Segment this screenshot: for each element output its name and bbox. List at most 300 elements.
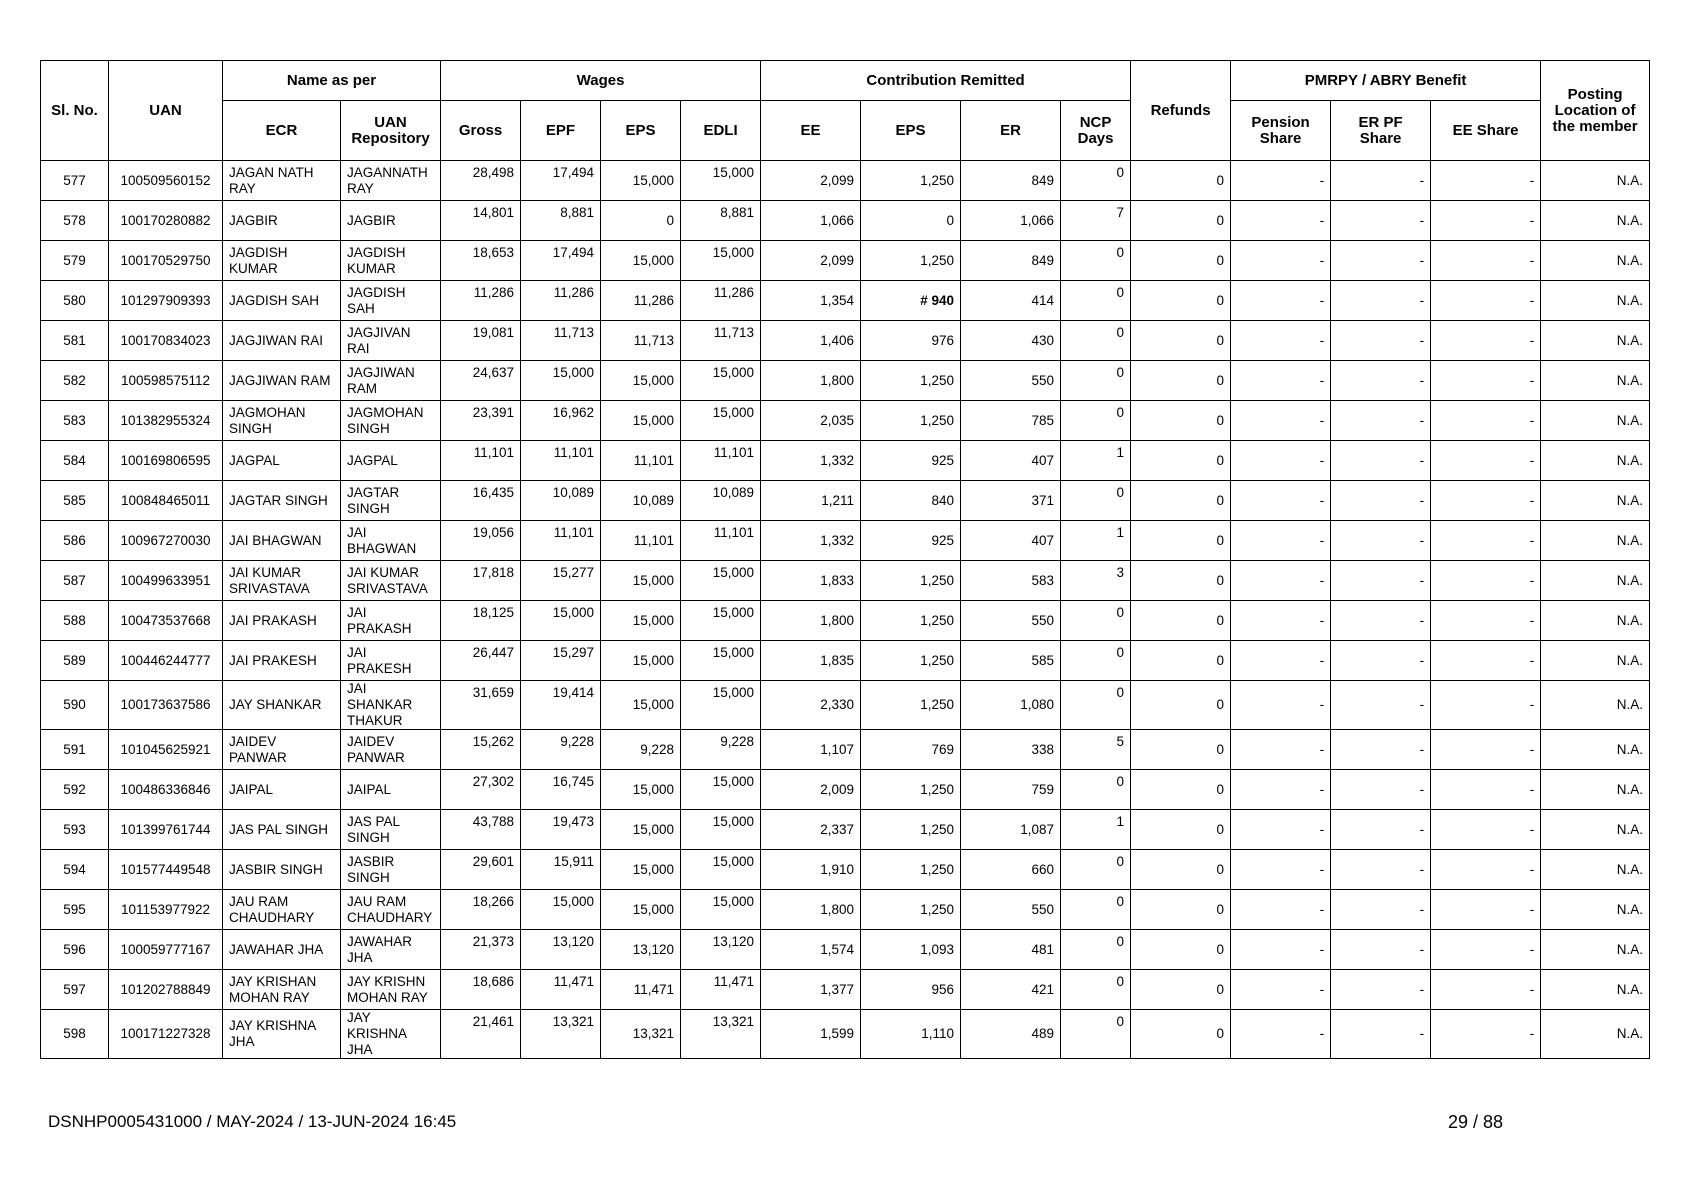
cell-eps-contribution: 1,250: [861, 890, 961, 930]
cell-epf: 10,089: [521, 481, 601, 521]
table-row: [41, 281, 1650, 321]
cell-ee: 1,107: [761, 730, 861, 770]
cell-sl-no: 580: [41, 281, 109, 321]
cell-gross: 18,266: [441, 890, 521, 930]
cell-refunds: 0: [1131, 970, 1231, 1010]
cell-uan: 100598575112: [109, 361, 223, 401]
cell-sl-no: 593: [41, 810, 109, 850]
cell-refunds: 0: [1131, 770, 1231, 810]
cell-uan: 100173637586: [109, 681, 223, 730]
cell-posting-location: N.A.: [1541, 730, 1650, 770]
table-row: [41, 481, 1650, 521]
cell-name-uan-repository: JAGDISH KUMAR: [341, 241, 441, 281]
cell-ee: 2,099: [761, 161, 861, 201]
cell-name-uan-repository: JAY KRISHN MOHAN RAY: [341, 970, 441, 1010]
cell-posting-location: N.A.: [1541, 930, 1650, 970]
cell-refunds: 0: [1131, 281, 1231, 321]
cell-eps-contribution: 1,093: [861, 930, 961, 970]
header-er-pf-share: ER PF Share: [1331, 101, 1431, 161]
cell-refunds: 0: [1131, 601, 1231, 641]
cell-posting-location: N.A.: [1541, 321, 1650, 361]
cell-refunds: 0: [1131, 810, 1231, 850]
cell-edli: 11,286: [681, 281, 761, 321]
cell-sl-no: 577: [41, 161, 109, 201]
cell-sl-no: 591: [41, 730, 109, 770]
cell-epf: 13,321: [521, 1010, 601, 1059]
cell-eps-contribution: 1,250: [861, 361, 961, 401]
cell-eps-wages: 15,000: [601, 601, 681, 641]
cell-refunds: 0: [1131, 201, 1231, 241]
cell-name-ecr: JAGDISH KUMAR: [223, 241, 341, 281]
cell-name-ecr: JAIPAL: [223, 770, 341, 810]
cell-refunds: 0: [1131, 241, 1231, 281]
cell-eps-contribution: 1,250: [861, 401, 961, 441]
cell-edli: 15,000: [681, 810, 761, 850]
header-pmrpy-abry: PMRPY / ABRY Benefit: [1231, 61, 1541, 101]
cell-ee: 1,800: [761, 601, 861, 641]
cell-name-uan-repository: JAIPAL: [341, 770, 441, 810]
cell-edli: 13,321: [681, 1010, 761, 1059]
cell-refunds: 0: [1131, 561, 1231, 601]
cell-eps-contribution: 1,250: [861, 810, 961, 850]
cell-er-pf-share: -: [1331, 521, 1431, 561]
cell-gross: 24,637: [441, 361, 521, 401]
header-posting-location: Posting Location of the member: [1541, 61, 1650, 161]
cell-ncp-days: 0: [1061, 890, 1131, 930]
cell-name-ecr: JAGJIWAN RAI: [223, 321, 341, 361]
cell-posting-location: N.A.: [1541, 1010, 1650, 1059]
cell-pension-share: -: [1231, 850, 1331, 890]
cell-epf: 8,881: [521, 201, 601, 241]
cell-pension-share: -: [1231, 681, 1331, 730]
cell-uan: 101382955324: [109, 401, 223, 441]
cell-posting-location: N.A.: [1541, 681, 1650, 730]
cell-ee: 2,009: [761, 770, 861, 810]
cell-ncp-days: 0: [1061, 641, 1131, 681]
cell-epf: 11,101: [521, 441, 601, 481]
cell-edli: 15,000: [681, 401, 761, 441]
cell-ee: 2,337: [761, 810, 861, 850]
cell-uan: 100171227328: [109, 1010, 223, 1059]
cell-gross: 11,101: [441, 441, 521, 481]
cell-pension-share: -: [1231, 890, 1331, 930]
cell-sl-no: 585: [41, 481, 109, 521]
cell-er: 849: [961, 161, 1061, 201]
cell-ee-share: -: [1431, 241, 1541, 281]
cell-name-ecr: JAGAN NATH RAY: [223, 161, 341, 201]
cell-er-pf-share: -: [1331, 730, 1431, 770]
cell-er: 550: [961, 890, 1061, 930]
cell-sl-no: 588: [41, 601, 109, 641]
cell-epf: 15,000: [521, 890, 601, 930]
cell-edli: 15,000: [681, 561, 761, 601]
cell-posting-location: N.A.: [1541, 401, 1650, 441]
cell-eps-wages: 15,000: [601, 770, 681, 810]
cell-er: 660: [961, 850, 1061, 890]
cell-ncp-days: 0: [1061, 241, 1131, 281]
cell-sl-no: 589: [41, 641, 109, 681]
cell-er: 759: [961, 770, 1061, 810]
cell-epf: 16,745: [521, 770, 601, 810]
cell-pension-share: -: [1231, 401, 1331, 441]
cell-ncp-days: 0: [1061, 930, 1131, 970]
cell-ee-share: -: [1431, 281, 1541, 321]
cell-name-ecr: JAGTAR SINGH: [223, 481, 341, 521]
cell-refunds: 0: [1131, 441, 1231, 481]
cell-ee-share: -: [1431, 681, 1541, 730]
cell-name-uan-repository: JAI PRAKESH: [341, 641, 441, 681]
cell-sl-no: 581: [41, 321, 109, 361]
cell-sl-no: 583: [41, 401, 109, 441]
cell-ncp-days: 1: [1061, 441, 1131, 481]
cell-eps-wages: 9,228: [601, 730, 681, 770]
cell-ee: 1,406: [761, 321, 861, 361]
cell-name-uan-repository: JAGJIWAN RAM: [341, 361, 441, 401]
cell-posting-location: N.A.: [1541, 641, 1650, 681]
cell-pension-share: -: [1231, 481, 1331, 521]
cell-name-uan-repository: JAIDEV PANWAR: [341, 730, 441, 770]
cell-ee-share: -: [1431, 810, 1541, 850]
cell-pension-share: -: [1231, 770, 1331, 810]
page-number: 29 / 88: [1448, 1112, 1504, 1132]
cell-er: 407: [961, 521, 1061, 561]
cell-name-ecr: JAY KRISHAN MOHAN RAY: [223, 970, 341, 1010]
cell-refunds: 0: [1131, 401, 1231, 441]
cell-gross: 31,659: [441, 681, 521, 730]
cell-gross: 14,801: [441, 201, 521, 241]
cell-name-uan-repository: JAWAHAR JHA: [341, 930, 441, 970]
table-row: [41, 201, 1650, 241]
table-row: [41, 361, 1650, 401]
cell-er: 550: [961, 361, 1061, 401]
cell-posting-location: N.A.: [1541, 810, 1650, 850]
cell-refunds: 0: [1131, 161, 1231, 201]
cell-ncp-days: 0: [1061, 770, 1131, 810]
cell-edli: 9,228: [681, 730, 761, 770]
cell-eps-contribution: 956: [861, 970, 961, 1010]
header-ncp-days: NCP Days: [1061, 101, 1131, 161]
cell-edli: 13,120: [681, 930, 761, 970]
cell-pension-share: -: [1231, 561, 1331, 601]
cell-gross: 28,498: [441, 161, 521, 201]
cell-name-ecr: JASBIR SINGH: [223, 850, 341, 890]
cell-sl-no: 597: [41, 970, 109, 1010]
cell-er: 414: [961, 281, 1061, 321]
cell-eps-wages: 11,101: [601, 521, 681, 561]
cell-edli: 15,000: [681, 770, 761, 810]
cell-er: 785: [961, 401, 1061, 441]
cell-uan: 100486336846: [109, 770, 223, 810]
cell-epf: 19,414: [521, 681, 601, 730]
cell-pension-share: -: [1231, 201, 1331, 241]
cell-pension-share: -: [1231, 730, 1331, 770]
cell-edli: 15,000: [681, 601, 761, 641]
cell-name-ecr: JAI PRAKESH: [223, 641, 341, 681]
cell-uan: 100170529750: [109, 241, 223, 281]
header-eps-wages: EPS: [601, 101, 681, 161]
cell-refunds: 0: [1131, 361, 1231, 401]
header-gross: Gross: [441, 101, 521, 161]
table-row: [41, 641, 1650, 681]
cell-refunds: 0: [1131, 730, 1231, 770]
cell-name-ecr: JAI BHAGWAN: [223, 521, 341, 561]
cell-edli: 15,000: [681, 890, 761, 930]
cell-ee: 2,099: [761, 241, 861, 281]
cell-name-ecr: JAGDISH SAH: [223, 281, 341, 321]
cell-uan: 101297909393: [109, 281, 223, 321]
cell-er: 371: [961, 481, 1061, 521]
cell-gross: 23,391: [441, 401, 521, 441]
cell-eps-wages: 11,713: [601, 321, 681, 361]
cell-epf: 11,101: [521, 521, 601, 561]
cell-er-pf-share: -: [1331, 850, 1431, 890]
cell-gross: 18,125: [441, 601, 521, 641]
cell-ee: 1,332: [761, 441, 861, 481]
header-wages: Wages: [441, 61, 761, 101]
cell-posting-location: N.A.: [1541, 441, 1650, 481]
table-row: [41, 561, 1650, 601]
cell-refunds: 0: [1131, 321, 1231, 361]
cell-edli: 11,101: [681, 441, 761, 481]
cell-ee: 1,835: [761, 641, 861, 681]
cell-gross: 18,653: [441, 241, 521, 281]
cell-posting-location: N.A.: [1541, 561, 1650, 601]
cell-name-uan-repository: JASBIR SINGH: [341, 850, 441, 890]
cell-pension-share: -: [1231, 241, 1331, 281]
cell-epf: 16,962: [521, 401, 601, 441]
cell-ee: 1,833: [761, 561, 861, 601]
cell-eps-contribution: 1,250: [861, 601, 961, 641]
cell-epf: 11,286: [521, 281, 601, 321]
cell-edli: 10,089: [681, 481, 761, 521]
cell-posting-location: N.A.: [1541, 890, 1650, 930]
header-pension-share: Pension Share: [1231, 101, 1331, 161]
header-name-as-per: Name as per: [223, 61, 441, 101]
cell-eps-wages: 15,000: [601, 850, 681, 890]
cell-ee-share: -: [1431, 161, 1541, 201]
cell-eps-wages: 11,471: [601, 970, 681, 1010]
header-sl-no: Sl. No.: [41, 61, 109, 161]
cell-name-uan-repository: JAGPAL: [341, 441, 441, 481]
ecr-table: [40, 60, 1650, 1059]
cell-epf: 15,297: [521, 641, 601, 681]
cell-uan: 101202788849: [109, 970, 223, 1010]
cell-er-pf-share: -: [1331, 890, 1431, 930]
cell-eps-wages: 0: [601, 201, 681, 241]
cell-ee: 1,800: [761, 890, 861, 930]
cell-ncp-days: 0: [1061, 601, 1131, 641]
cell-ee: 2,035: [761, 401, 861, 441]
table-row: [41, 521, 1650, 561]
cell-gross: 19,081: [441, 321, 521, 361]
header-ee: EE: [761, 101, 861, 161]
table-row: [41, 681, 1650, 730]
cell-epf: 15,911: [521, 850, 601, 890]
cell-sl-no: 586: [41, 521, 109, 561]
cell-er-pf-share: -: [1331, 161, 1431, 201]
cell-epf: 15,000: [521, 361, 601, 401]
cell-eps-contribution: 1,250: [861, 770, 961, 810]
cell-ncp-days: 5: [1061, 730, 1131, 770]
cell-ncp-days: 3: [1061, 561, 1131, 601]
cell-name-ecr: JAI KUMAR SRIVASTAVA: [223, 561, 341, 601]
cell-uan: 100170834023: [109, 321, 223, 361]
cell-posting-location: N.A.: [1541, 481, 1650, 521]
cell-eps-contribution: 1,110: [861, 1010, 961, 1059]
cell-ee: 1,800: [761, 361, 861, 401]
header-edli: EDLI: [681, 101, 761, 161]
cell-ee: 1,574: [761, 930, 861, 970]
cell-posting-location: N.A.: [1541, 601, 1650, 641]
cell-uan: 100967270030: [109, 521, 223, 561]
cell-er-pf-share: -: [1331, 601, 1431, 641]
cell-refunds: 0: [1131, 641, 1231, 681]
cell-ee-share: -: [1431, 601, 1541, 641]
cell-eps-wages: 15,000: [601, 561, 681, 601]
cell-edli: 8,881: [681, 201, 761, 241]
cell-eps-wages: 11,101: [601, 441, 681, 481]
table-row: [41, 161, 1650, 201]
cell-eps-wages: 15,000: [601, 241, 681, 281]
cell-edli: 15,000: [681, 161, 761, 201]
cell-ee: 1,599: [761, 1010, 861, 1059]
cell-er-pf-share: -: [1331, 281, 1431, 321]
cell-er-pf-share: -: [1331, 970, 1431, 1010]
cell-eps-wages: 15,000: [601, 890, 681, 930]
cell-eps-contribution: 840: [861, 481, 961, 521]
cell-edli: 15,000: [681, 681, 761, 730]
cell-ee-share: -: [1431, 561, 1541, 601]
cell-gross: 11,286: [441, 281, 521, 321]
header-refunds: Refunds: [1131, 61, 1231, 161]
header-uan-repository: UAN Repository: [341, 101, 441, 161]
cell-eps-contribution: 925: [861, 441, 961, 481]
cell-epf: 15,277: [521, 561, 601, 601]
cell-posting-location: N.A.: [1541, 970, 1650, 1010]
cell-er-pf-share: -: [1331, 641, 1431, 681]
cell-ee-share: -: [1431, 201, 1541, 241]
cell-uan: 101153977922: [109, 890, 223, 930]
cell-er: 421: [961, 970, 1061, 1010]
cell-pension-share: -: [1231, 361, 1331, 401]
cell-name-ecr: JAGJIWAN RAM: [223, 361, 341, 401]
cell-gross: 16,435: [441, 481, 521, 521]
cell-ee-share: -: [1431, 441, 1541, 481]
table-row: [41, 601, 1650, 641]
cell-eps-contribution: 925: [861, 521, 961, 561]
cell-name-ecr: JAIDEV PANWAR: [223, 730, 341, 770]
cell-name-uan-repository: JAS PAL SINGH: [341, 810, 441, 850]
table-row: [41, 930, 1650, 970]
table-row: [41, 810, 1650, 850]
cell-er-pf-share: -: [1331, 930, 1431, 970]
cell-er-pf-share: -: [1331, 201, 1431, 241]
cell-sl-no: 596: [41, 930, 109, 970]
table-row: [41, 890, 1650, 930]
cell-epf: 13,120: [521, 930, 601, 970]
cell-name-uan-repository: JAI KUMAR SRIVASTAVA: [341, 561, 441, 601]
cell-ncp-days: 0: [1061, 481, 1131, 521]
cell-ncp-days: 0: [1061, 401, 1131, 441]
cell-ee-share: -: [1431, 930, 1541, 970]
table-body: [41, 161, 1650, 1059]
cell-posting-location: N.A.: [1541, 770, 1650, 810]
header-er: ER: [961, 101, 1061, 161]
cell-eps-contribution: 0: [861, 201, 961, 241]
cell-ncp-days: 0: [1061, 281, 1131, 321]
cell-er-pf-share: -: [1331, 681, 1431, 730]
cell-er-pf-share: -: [1331, 401, 1431, 441]
cell-epf: 17,494: [521, 161, 601, 201]
cell-epf: 11,471: [521, 970, 601, 1010]
header-uan: UAN: [109, 61, 223, 161]
cell-eps-wages: 15,000: [601, 361, 681, 401]
cell-edli: 11,101: [681, 521, 761, 561]
cell-pension-share: -: [1231, 970, 1331, 1010]
cell-name-ecr: JAS PAL SINGH: [223, 810, 341, 850]
cell-ee: 1,211: [761, 481, 861, 521]
table-row: [41, 730, 1650, 770]
cell-pension-share: -: [1231, 161, 1331, 201]
header-epf: EPF: [521, 101, 601, 161]
cell-name-uan-repository: JAI BHAGWAN: [341, 521, 441, 561]
cell-name-ecr: JAU RAM CHAUDHARY: [223, 890, 341, 930]
cell-gross: 17,818: [441, 561, 521, 601]
cell-posting-location: N.A.: [1541, 361, 1650, 401]
cell-name-ecr: JAWAHAR JHA: [223, 930, 341, 970]
cell-sl-no: 595: [41, 890, 109, 930]
cell-sl-no: 579: [41, 241, 109, 281]
cell-pension-share: -: [1231, 641, 1331, 681]
cell-pension-share: -: [1231, 321, 1331, 361]
cell-er-pf-share: -: [1331, 481, 1431, 521]
cell-ncp-days: 0: [1061, 321, 1131, 361]
cell-er: 583: [961, 561, 1061, 601]
cell-er-pf-share: -: [1331, 321, 1431, 361]
table-row: [41, 970, 1650, 1010]
cell-eps-contribution: 1,250: [861, 241, 961, 281]
cell-epf: 9,228: [521, 730, 601, 770]
cell-eps-contribution: 1,250: [861, 161, 961, 201]
cell-sl-no: 598: [41, 1010, 109, 1059]
cell-name-uan-repository: JAGDISH SAH: [341, 281, 441, 321]
cell-name-ecr: JAGPAL: [223, 441, 341, 481]
cell-edli: 15,000: [681, 361, 761, 401]
ecr-table-container: [40, 60, 1650, 1059]
cell-ncp-days: 0: [1061, 681, 1131, 730]
cell-refunds: 0: [1131, 850, 1231, 890]
cell-gross: 29,601: [441, 850, 521, 890]
cell-er: 338: [961, 730, 1061, 770]
cell-ee-share: -: [1431, 850, 1541, 890]
cell-ncp-days: 0: [1061, 1010, 1131, 1059]
header-ecr: ECR: [223, 101, 341, 161]
cell-eps-contribution: 1,250: [861, 681, 961, 730]
cell-refunds: 0: [1131, 521, 1231, 561]
table-row: [41, 321, 1650, 361]
cell-ee-share: -: [1431, 770, 1541, 810]
cell-ee: 1,377: [761, 970, 861, 1010]
cell-refunds: 0: [1131, 890, 1231, 930]
cell-er-pf-share: -: [1331, 241, 1431, 281]
cell-er-pf-share: -: [1331, 1010, 1431, 1059]
cell-eps-contribution: # 940: [861, 281, 961, 321]
cell-edli: 11,713: [681, 321, 761, 361]
cell-posting-location: N.A.: [1541, 201, 1650, 241]
cell-uan: 100059777167: [109, 930, 223, 970]
header-eps-contribution: EPS: [861, 101, 961, 161]
cell-gross: 21,461: [441, 1010, 521, 1059]
